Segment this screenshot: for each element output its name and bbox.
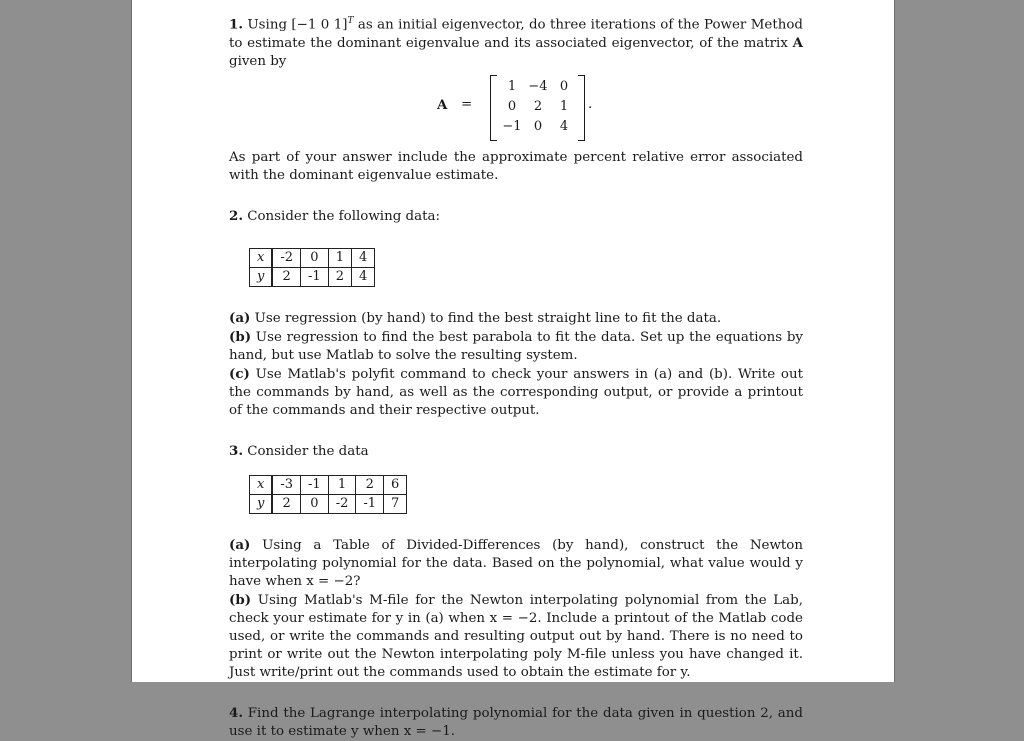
matrix-cell: 1 — [559, 99, 569, 115]
question-3-number: 3. — [229, 443, 243, 460]
part-label: (b) — [229, 592, 252, 609]
table-cell: 4 — [351, 268, 374, 287]
table-row — [250, 495, 407, 514]
table-cell: 6 — [384, 476, 407, 495]
question-4-text: Find the Lagrange interpolating polynomial for the data given in question 2, and use it to estimate y when x = −1. — [229, 706, 803, 740]
matrix-period: . — [588, 97, 593, 113]
question-4-number: 4. — [229, 705, 243, 722]
question-2-part-c — [229, 365, 803, 420]
part-label: (a) — [229, 537, 251, 554]
table-cell: 4 — [351, 249, 374, 268]
table-cell: -1 — [301, 268, 329, 287]
part-text: Use Matlab's polyfit command to check your answers in (a) and (b). Write out the commands by hand, as well as the corresponding output, or provide a printout of the commands and their respective output. — [229, 367, 803, 419]
question-3-intro: Consider the data — [247, 444, 369, 460]
table-cell: y — [250, 495, 273, 514]
question-1-number: 1. — [229, 16, 243, 33]
matrix-label: A — [437, 97, 448, 114]
question-1-text-c: given by — [229, 54, 287, 70]
table-row — [250, 476, 407, 495]
table-cell: 1 — [328, 249, 351, 268]
table-cell: x — [250, 249, 273, 268]
table-row — [250, 268, 375, 287]
table-cell: 2 — [272, 268, 300, 287]
matrix-cell: −1 — [502, 119, 522, 135]
table-cell: y — [250, 268, 273, 287]
question-1-text-a: Using [−1 0 1] — [247, 17, 348, 33]
question-2-part-b — [229, 328, 803, 365]
question-4 — [229, 704, 803, 741]
table-cell: 7 — [384, 495, 407, 514]
part-text: Use regression to find the best parabola to fit the data. Set up the equations by hand, but use Matlab to solve the resulting system. — [229, 330, 803, 364]
question-2-number: 2. — [229, 208, 243, 225]
matrix-name-inline: A — [792, 35, 803, 52]
matrix-equation — [229, 75, 803, 139]
question-2-intro: Consider the following data: — [247, 209, 440, 225]
matrix-cell: −4 — [528, 79, 548, 95]
table-cell: -1 — [301, 476, 329, 495]
table-cell: 2 — [272, 495, 300, 514]
part-text: Using Matlab's M-file for the Newton interpolating polynomial from the Lab, check your estimate for y in (a) when x = −2. Include a printout of the Matlab code used, or write the commands and resulting output out by hand. There is no need to print or write out the Newton interpolating poly M-file unless you have changed it. Just write/print out the commands used to obtain the estimate for y. — [229, 593, 803, 681]
table-cell: -3 — [272, 476, 300, 495]
table-cell: 0 — [301, 495, 329, 514]
matrix-cell: 0 — [533, 119, 543, 135]
question-2 — [229, 207, 803, 226]
question-2-data-table — [249, 248, 375, 287]
document-page — [131, 0, 895, 740]
question-3-part-a — [229, 536, 803, 591]
transpose-superscript: T — [347, 16, 354, 26]
matrix-cell: 2 — [533, 99, 543, 115]
question-2-part-a — [229, 309, 803, 328]
part-label: (c) — [229, 366, 250, 383]
table-row — [250, 249, 375, 268]
question-1-text-b: as an initial eigenvector, do three iterations of the Power Method to estimate the dominant eigenvalue and its associated eigenvector, of the matrix — [229, 17, 803, 52]
equals-sign: = — [461, 97, 473, 113]
left-bracket — [490, 75, 497, 141]
question-3-part-b — [229, 591, 803, 682]
part-text: Using a Table of Divided-Differences (by hand), construct the Newton interpolating polynomial for the data. Based on the polynomial, what value would y have when x = −2? — [229, 538, 803, 590]
table-cell: -2 — [328, 495, 356, 514]
part-text: Use regression (by hand) to find the best straight line to fit the data. — [250, 311, 722, 327]
question-1-note: As part of your answer include the approximate percent relative error associated with the dominant eigenvalue estimate. — [229, 150, 803, 184]
part-label: (a) — [229, 310, 251, 327]
right-bracket — [578, 75, 585, 141]
table-cell: 2 — [356, 476, 384, 495]
table-cell: 0 — [301, 249, 329, 268]
table-cell: -1 — [356, 495, 384, 514]
question-3 — [229, 442, 803, 461]
matrix-cell: 0 — [507, 99, 517, 115]
table-cell: 2 — [328, 268, 351, 287]
matrix-cell: 0 — [559, 79, 569, 95]
table-cell: -2 — [272, 249, 300, 268]
document-content — [229, 12, 803, 741]
part-label: (b) — [229, 329, 252, 346]
matrix-cell: 4 — [559, 119, 569, 135]
question-1 — [229, 12, 803, 71]
question-3-data-table — [249, 475, 407, 514]
matrix-grid — [499, 77, 579, 137]
table-cell: 1 — [328, 476, 356, 495]
matrix-cell: 1 — [507, 79, 517, 95]
table-cell: x — [250, 476, 273, 495]
